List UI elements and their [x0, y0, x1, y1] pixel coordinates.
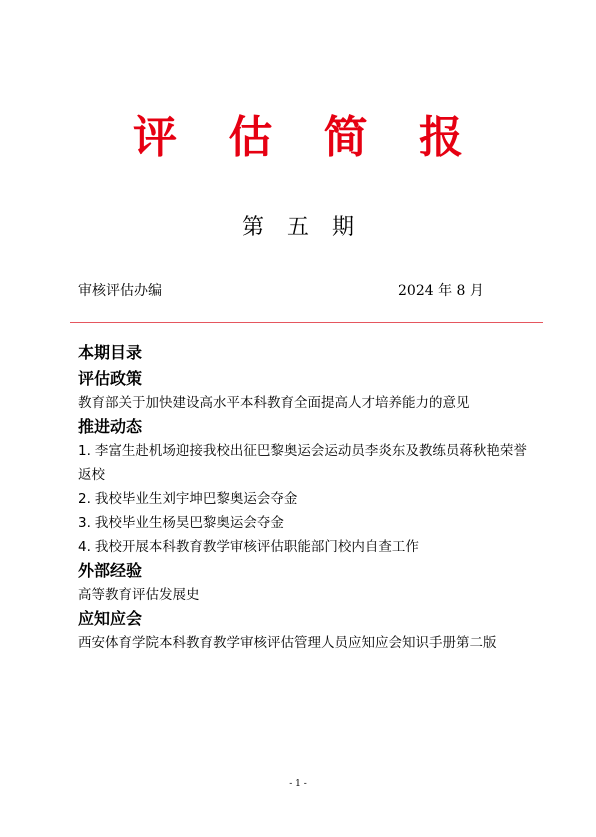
issue-number: 第 五 期	[242, 215, 362, 240]
section-heading-progress: 推进动态	[78, 417, 143, 436]
toc-entry-number: 3.	[78, 515, 91, 531]
toc-entry-text: 我校开展本科教育教学审核评估职能部门校内自查工作	[94, 539, 419, 555]
toc-entry-text: 西安体育学院本科教育教学审核评估管理人员应知应会知识手册第二版	[78, 635, 497, 651]
toc-entry[interactable]	[78, 511, 538, 535]
newsletter-masthead: 评 估 简 报	[133, 112, 481, 163]
publication-date: 2024 年 8 月	[398, 283, 484, 299]
toc-entry-number: 2.	[78, 491, 91, 507]
page-number: - 1 -	[289, 779, 307, 789]
toc-entry[interactable]	[78, 583, 538, 607]
toc-entry-text: 李富生赴机场迎接我校出征巴黎奥运会运动员李炎东及教练员蒋秋艳荣誉返校	[78, 443, 527, 483]
section-heading-must-know: 应知应会	[78, 609, 143, 628]
toc-entry[interactable]	[78, 535, 538, 559]
toc-entry[interactable]	[78, 487, 538, 511]
table-of-contents	[78, 341, 538, 655]
toc-entry-text: 我校毕业生杨昊巴黎奥运会夺金	[94, 515, 284, 531]
editor-line: 审核评估办编	[78, 283, 162, 299]
toc-entry[interactable]	[78, 631, 538, 655]
section-heading-external-experience: 外部经验	[78, 561, 143, 580]
toc-entry-text: 高等教育评估发展史	[78, 587, 200, 603]
toc-entry-text: 教育部关于加快建设高水平本科教育全面提高人才培养能力的意见	[78, 395, 470, 411]
toc-title: 本期目录	[78, 343, 143, 362]
toc-entry[interactable]	[78, 391, 538, 415]
toc-entry-number: 1.	[78, 443, 91, 459]
toc-entry-number: 4.	[78, 539, 91, 555]
toc-entry-text: 我校毕业生刘宇坤巴黎奥运会夺金	[94, 491, 298, 507]
section-heading-policy: 评估政策	[78, 369, 143, 388]
header-divider	[70, 322, 543, 323]
toc-entry[interactable]	[78, 439, 538, 487]
